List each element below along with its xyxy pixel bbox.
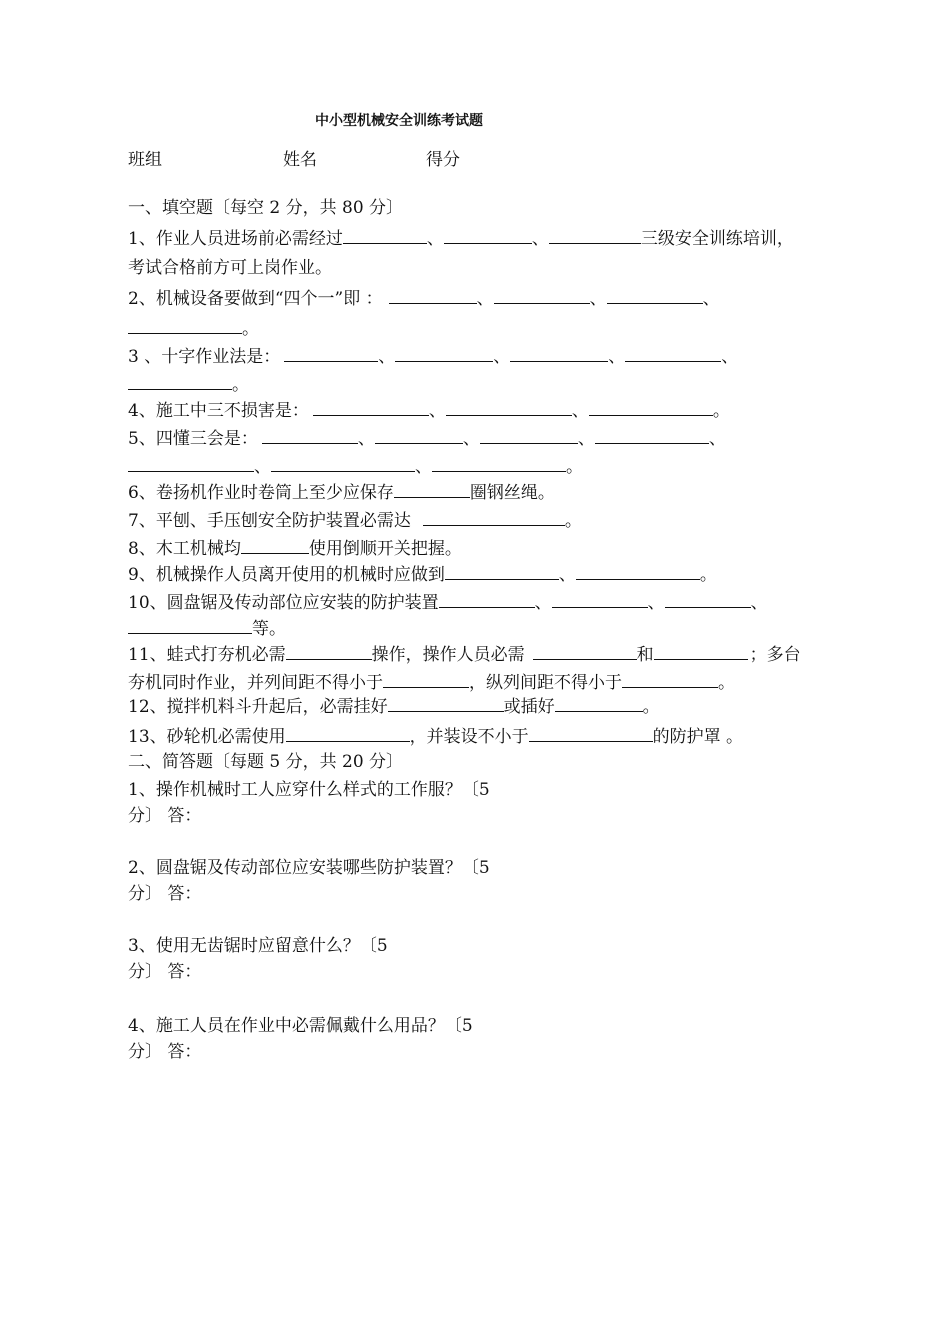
class-label: 班组: [128, 150, 162, 170]
answer-blank[interactable]: [589, 398, 713, 416]
answer-blank[interactable]: [445, 562, 559, 580]
q13-text: 13、砂轮机必需使用: [128, 727, 286, 747]
question-6: [128, 480, 555, 505]
q10-text-b: 等。: [252, 619, 286, 639]
answer-blank[interactable]: [262, 426, 358, 444]
answer-blank[interactable]: [622, 670, 718, 688]
question-5-cont: 、 、 。: [128, 454, 583, 479]
answer-blank[interactable]: [128, 316, 242, 334]
answer-blank[interactable]: [529, 724, 653, 742]
answer-blank[interactable]: [555, 694, 643, 712]
q1-text: 1、作业人员进场前必需经过: [128, 229, 343, 249]
question-3-cont: 。: [128, 372, 249, 397]
q13-text-c: 的防护罩 。: [652, 727, 744, 747]
q10-text: 10、圆盘锯及传动部位应安装的防护装置: [128, 593, 439, 613]
answer-blank[interactable]: [439, 590, 535, 608]
question-11: [128, 642, 801, 667]
answer-blank[interactable]: [423, 508, 565, 526]
score-label: 得分: [426, 150, 460, 170]
answer-blank[interactable]: [549, 226, 641, 244]
question-9: 9、机械操作人员离开使用的机械时应做到 、 。: [128, 562, 717, 587]
short-answer-1[interactable]: 分〕 答：: [128, 806, 202, 826]
answer-blank[interactable]: [128, 372, 232, 390]
answer-blank[interactable]: [128, 454, 254, 472]
section2-heading: 二、简答题〔每题 5 分，共 20 分〕: [128, 752, 404, 772]
q9-text: 9、机械操作人员离开使用的机械时应做到: [128, 565, 445, 585]
short-answer-4[interactable]: 分〕 答：: [128, 1042, 202, 1062]
answer-blank[interactable]: [128, 616, 252, 634]
q6-text-b: 圈钢丝绳。: [469, 483, 555, 503]
q4-text: 4、施工中三不损害是：: [128, 401, 309, 421]
section1-heading: 一、填空题〔每空 2 分，共 80 分〕: [128, 198, 404, 218]
q11-text-c: 和: [636, 645, 654, 665]
question-8: [128, 536, 462, 561]
question-5: 5、四懂三会是： 、 、 、 、: [128, 426, 726, 451]
short-question-3: 3、使用无齿锯时应留意什么？〔5: [128, 936, 388, 956]
q6-text: 6、卷扬机作业时卷筒上至少应保存: [128, 483, 394, 503]
q11-text-b: 操作，操作人员必需: [371, 645, 525, 665]
answer-blank[interactable]: [552, 590, 648, 608]
q12-text-b: 或插好: [503, 697, 555, 717]
answer-blank[interactable]: [494, 286, 590, 304]
answer-blank[interactable]: [576, 562, 700, 580]
short-answer-2[interactable]: 分〕 答：: [128, 884, 202, 904]
answer-blank[interactable]: [595, 426, 709, 444]
q11-text-e: 夯机同时作业，并列间距不得小于: [128, 673, 383, 693]
question-7: 7、平刨、手压刨安全防护装置必需达 。: [128, 508, 582, 533]
q13-text-b: ，并装设不小于: [409, 727, 529, 747]
q11-text: 11、蛙式打夯机必需: [128, 645, 286, 665]
answer-blank[interactable]: [395, 344, 493, 362]
answer-blank[interactable]: [286, 724, 410, 742]
answer-blank[interactable]: [271, 454, 415, 472]
answer-blank[interactable]: [446, 398, 572, 416]
answer-blank[interactable]: [432, 454, 566, 472]
q8-text-b: 使用倒顺开关把握。: [308, 539, 462, 559]
answer-blank[interactable]: [665, 590, 751, 608]
answer-blank[interactable]: [241, 536, 309, 554]
question-10: 10、圆盘锯及传动部位应安装的防护装置 、 、 、: [128, 590, 768, 615]
answer-blank[interactable]: [313, 398, 429, 416]
q11-text-d: ；多台: [749, 645, 801, 665]
question-4: 4、施工中三不损害是： 、 、 。: [128, 398, 730, 423]
question-13: [128, 724, 743, 749]
question-1-cont: 考试合格前方可上岗作业。: [128, 258, 332, 278]
answer-blank[interactable]: [389, 286, 477, 304]
answer-blank[interactable]: [394, 480, 470, 498]
answer-blank[interactable]: [607, 286, 703, 304]
q7-text: 7、平刨、手压刨安全防护装置必需达: [128, 511, 411, 531]
question-11-cont: 夯机同时作业，并列间距不得小于 ，纵列间距不得小于 。: [128, 670, 735, 695]
question-2-cont: 。: [128, 316, 259, 341]
short-answer-3[interactable]: 分〕 答：: [128, 962, 202, 982]
name-label: 姓名: [283, 150, 317, 170]
answer-blank[interactable]: [284, 344, 378, 362]
q11-text-f: ，纵列间距不得小于: [469, 673, 622, 693]
question-3: 3 、十字作业法是： 、 、 、 、: [128, 344, 738, 369]
page-title: 中小型机械安全训练考试题: [315, 113, 483, 129]
q1-text-b: 三级安全训练培训，: [640, 229, 794, 249]
answer-blank[interactable]: [388, 694, 504, 712]
answer-blank[interactable]: [383, 670, 469, 688]
answer-blank[interactable]: [510, 344, 608, 362]
answer-blank[interactable]: [444, 226, 532, 244]
answer-blank[interactable]: [343, 226, 427, 244]
q2-text: 2、机械设备要做到“四个一”即 ：: [128, 289, 383, 309]
question-12: 12、搅拌机料斗升起后，必需挂好 或插好 。: [128, 694, 660, 719]
short-question-2: 2、圆盘锯及传动部位应安装哪些防护装置？〔5: [128, 858, 490, 878]
answer-blank[interactable]: [286, 642, 372, 660]
q8-text: 8、木工机械均: [128, 539, 241, 559]
question-1: 1、作业人员进场前必需经过 、 、 三级安全训练培训，: [128, 226, 794, 251]
q3-text: 3 、十字作业法是：: [128, 347, 281, 367]
answer-blank[interactable]: [375, 426, 463, 444]
short-question-4: 4、施工人员在作业中必需佩戴什么用品？〔5: [128, 1016, 473, 1036]
answer-blank[interactable]: [480, 426, 578, 444]
question-2: 2、机械设备要做到“四个一”即 ： 、 、 、: [128, 286, 720, 311]
short-question-1: 1、操作机械时工人应穿什么样式的工作服？〔5: [128, 780, 490, 800]
question-10-cont: [128, 616, 286, 641]
q5-text: 5、四懂三会是：: [128, 429, 258, 449]
answer-blank[interactable]: [625, 344, 721, 362]
answer-blank[interactable]: [533, 642, 637, 660]
q12-text: 12、搅拌机料斗升起后，必需挂好: [128, 697, 388, 717]
answer-blank[interactable]: [654, 642, 748, 660]
